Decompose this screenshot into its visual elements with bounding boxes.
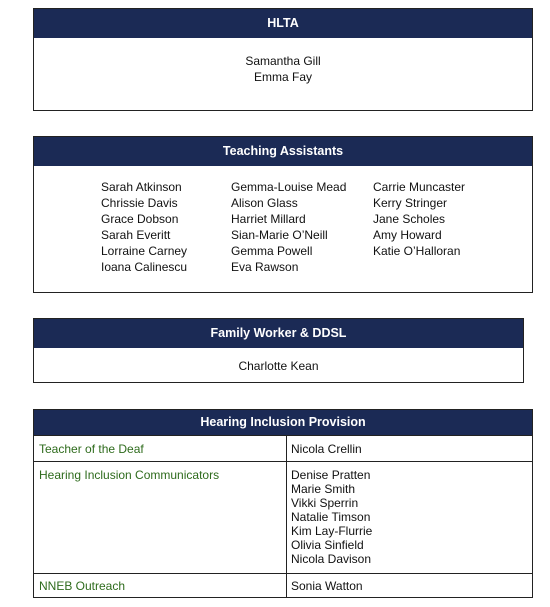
hlta-section bbox=[33, 8, 533, 111]
staff-name: Natalie Timson bbox=[291, 510, 371, 524]
staff-name: Nicola Davison bbox=[291, 552, 372, 566]
ta-name: Gemma-Louise Mead bbox=[231, 180, 347, 194]
staff-names bbox=[291, 579, 363, 593]
staff-name: Marie Smith bbox=[291, 482, 356, 496]
hearing-inclusion-table bbox=[33, 409, 533, 598]
ta-name: Amy Howard bbox=[373, 228, 442, 242]
teaching-assistants-section bbox=[33, 136, 533, 293]
hlta-name: Samantha Gill bbox=[245, 54, 321, 68]
hlta-name: Emma Fay bbox=[253, 70, 312, 84]
ta-name: Jane Scholes bbox=[373, 212, 446, 226]
family-worker-name: Charlotte Kean bbox=[238, 359, 319, 373]
staff-name: Vikki Sperrin bbox=[291, 496, 359, 510]
role-label: Teacher of the Deaf bbox=[39, 442, 144, 456]
staff-name: Sonia Watton bbox=[291, 579, 363, 593]
ta-name: Gemma Powell bbox=[231, 244, 313, 258]
ta-name: Grace Dobson bbox=[101, 212, 179, 226]
ta-name: Alison Glass bbox=[231, 196, 298, 210]
family-worker-header: Family Worker & DDSL bbox=[34, 319, 523, 348]
table-row bbox=[34, 435, 532, 461]
ta-name: Harriet Millard bbox=[231, 212, 306, 226]
ta-name: Sarah Everitt bbox=[101, 228, 171, 242]
ta-column-3 bbox=[373, 179, 465, 259]
staff-name: Kim Lay-Flurrie bbox=[291, 524, 373, 538]
staff-name: Nicola Crellin bbox=[291, 442, 362, 456]
hlta-header: HLTA bbox=[34, 9, 532, 38]
hlta-names bbox=[34, 38, 532, 85]
ta-name: Chrissie Davis bbox=[101, 196, 178, 210]
role-label: NNEB Outreach bbox=[39, 579, 126, 593]
ta-column-1 bbox=[101, 179, 187, 275]
staff-name: Denise Pratten bbox=[291, 468, 371, 482]
ta-name: Sian-Marie O’Neill bbox=[231, 228, 328, 242]
staff-name: Olivia Sinfield bbox=[291, 538, 364, 552]
ta-name: Katie O’Halloran bbox=[373, 244, 461, 258]
role-label: Hearing Inclusion Communicators bbox=[39, 468, 220, 482]
family-worker-section bbox=[33, 318, 524, 383]
ta-name: Ioana Calinescu bbox=[101, 260, 188, 274]
ta-name: Sarah Atkinson bbox=[101, 180, 182, 194]
ta-name: Kerry Stringer bbox=[373, 196, 448, 210]
ta-column-2 bbox=[231, 179, 346, 275]
ta-name: Carrie Muncaster bbox=[373, 180, 466, 194]
ta-name: Eva Rawson bbox=[231, 260, 299, 274]
hearing-inclusion-header: Hearing Inclusion Provision bbox=[34, 410, 532, 436]
table-row bbox=[34, 573, 532, 597]
table-row bbox=[34, 461, 532, 573]
ta-name: Lorraine Carney bbox=[101, 244, 188, 258]
staff-names bbox=[291, 442, 362, 456]
staff-names bbox=[291, 468, 372, 566]
teaching-assistants-header: Teaching Assistants bbox=[34, 137, 532, 166]
